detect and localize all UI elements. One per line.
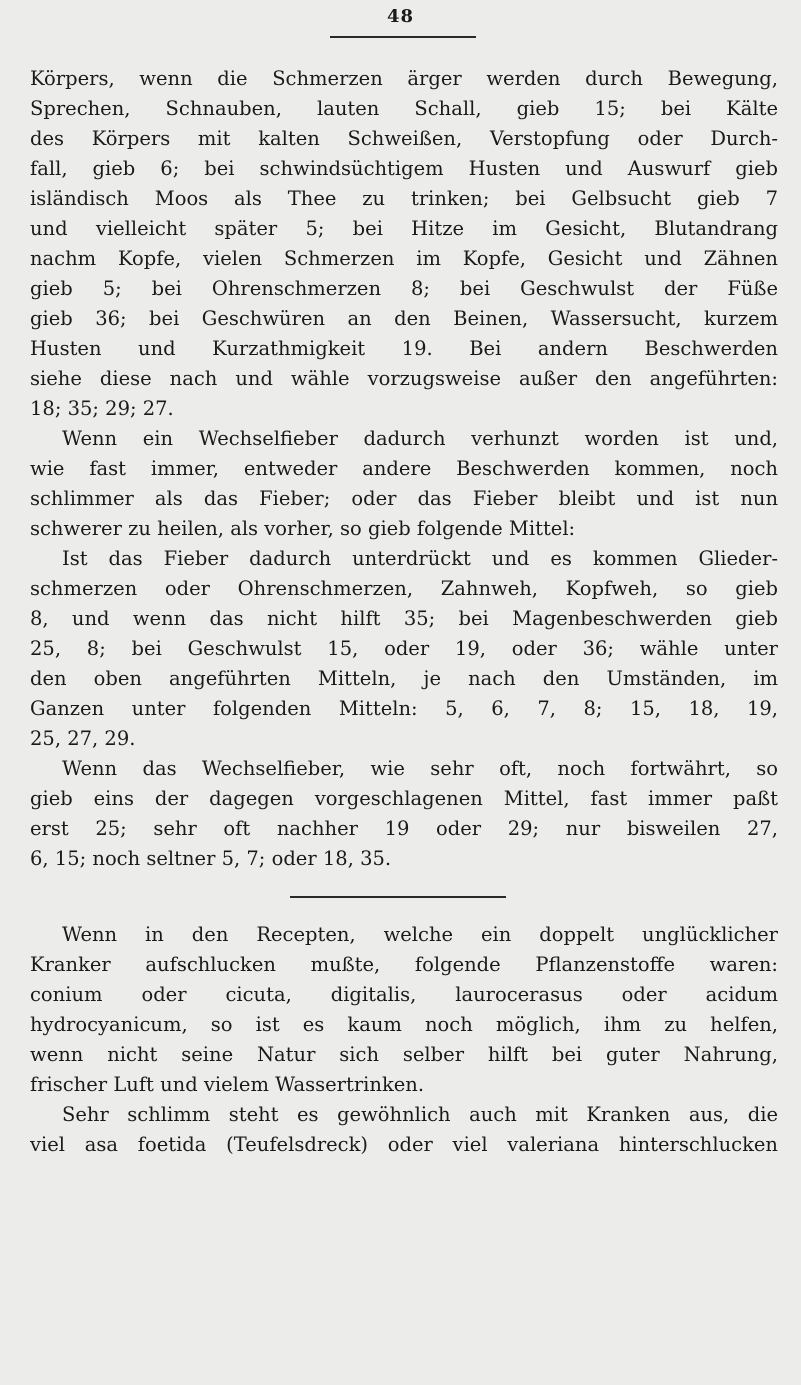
text-line: gieb 36; bei Geschwüren an den Beinen, Wassersucht, kurzem bbox=[30, 307, 778, 330]
text-line: schmerzen oder Ohrenschmerzen, Zahnweh, Kopfweh, so gieb bbox=[30, 577, 778, 600]
paragraph-start: Ist das Fieber dadurch unterdrückt und es kommen Glieder- bbox=[62, 547, 778, 570]
text-line: frischer Luft und vielem Wassertrinken. bbox=[30, 1073, 425, 1096]
paragraph-start: Wenn ein Wechselfieber dadurch verhunzt worden ist und, bbox=[62, 427, 778, 450]
text-line: nachm Kopfe, vielen Schmerzen im Kopfe, Gesicht und Zähnen bbox=[30, 247, 778, 270]
page-number: 48 bbox=[386, 6, 415, 27]
text-line: gieb eins der dagegen vorgeschlagenen Mittel, fast immer paßt bbox=[30, 787, 778, 810]
text-line: des Körpers mit kalten Schweißen, Verstopfung oder Durch- bbox=[30, 127, 778, 150]
text-line: den oben angeführten Mitteln, je nach den Umständen, im bbox=[30, 667, 778, 690]
text-line: und vielleicht später 5; bei Hitze im Gesicht, Blutandrang bbox=[30, 217, 778, 240]
paragraph-start: Wenn in den Recepten, welche ein doppelt unglücklicher bbox=[62, 923, 778, 946]
text-line: schwerer zu heilen, als vorher, so gieb folgende Mittel: bbox=[30, 517, 576, 540]
text-line: viel asa foetida (Teufelsdreck) oder viel valeriana hinterschlucken bbox=[30, 1133, 778, 1156]
text-line: Ganzen unter folgenden Mitteln: 5, 6, 7, 8; 15, 18, 19, bbox=[30, 697, 778, 720]
text-line: fall, gieb 6; bei schwindsüchtigem Husten und Auswurf gieb bbox=[30, 157, 778, 180]
text-line: wie fast immer, entweder andere Beschwerden kommen, noch bbox=[30, 457, 778, 480]
text-line: wenn nicht seine Natur sich selber hilft bei guter Nahrung, bbox=[30, 1043, 778, 1066]
text-line: conium oder cicuta, digitalis, laurocerasus oder acidum bbox=[30, 983, 778, 1006]
text-line: Kranker aufschlucken mußte, folgende Pflanzenstoffe waren: bbox=[30, 953, 778, 976]
paragraph-start: Wenn das Wechselfieber, wie sehr oft, noch fortwährt, so bbox=[62, 757, 778, 780]
text-line: Sprechen, Schnauben, lauten Schall, gieb 15; bei Kälte bbox=[30, 97, 778, 120]
text-line: schlimmer als das Fieber; oder das Fieber bleibt und ist nun bbox=[30, 487, 778, 510]
text-line: 18; 35; 29; 27. bbox=[30, 397, 174, 420]
text-line: Körpers, wenn die Schmerzen ärger werden durch Bewegung, bbox=[30, 67, 778, 90]
text-line: 25, 27, 29. bbox=[30, 727, 136, 750]
text-line: gieb 5; bei Ohrenschmerzen 8; bei Geschwulst der Füße bbox=[30, 277, 778, 300]
text-line: 8, und wenn das nicht hilft 35; bei Magenbeschwerden gieb bbox=[30, 607, 778, 630]
text-line: Husten und Kurzathmigkeit 19. Bei andern Beschwerden bbox=[30, 337, 778, 360]
header-rule bbox=[330, 36, 476, 38]
text-line: siehe diese nach und wähle vorzugsweise außer den angeführten: bbox=[30, 367, 778, 390]
text-line: hydrocyanicum, so ist es kaum noch möglich, ihm zu helfen, bbox=[30, 1013, 778, 1036]
text-line: 6, 15; noch seltner 5, 7; oder 18, 35. bbox=[30, 847, 392, 870]
paragraph-start: Sehr schlimm steht es gewöhnlich auch mit Kranken aus, die bbox=[62, 1103, 778, 1126]
text-line: isländisch Moos als Thee zu trinken; bei Gelbsucht gieb 7 bbox=[30, 187, 778, 210]
section-rule bbox=[290, 896, 506, 898]
text-line: 25, 8; bei Geschwulst 15, oder 19, oder 36; wähle unter bbox=[30, 637, 778, 660]
text-line: erst 25; sehr oft nachher 19 oder 29; nur bisweilen 27, bbox=[30, 817, 778, 840]
